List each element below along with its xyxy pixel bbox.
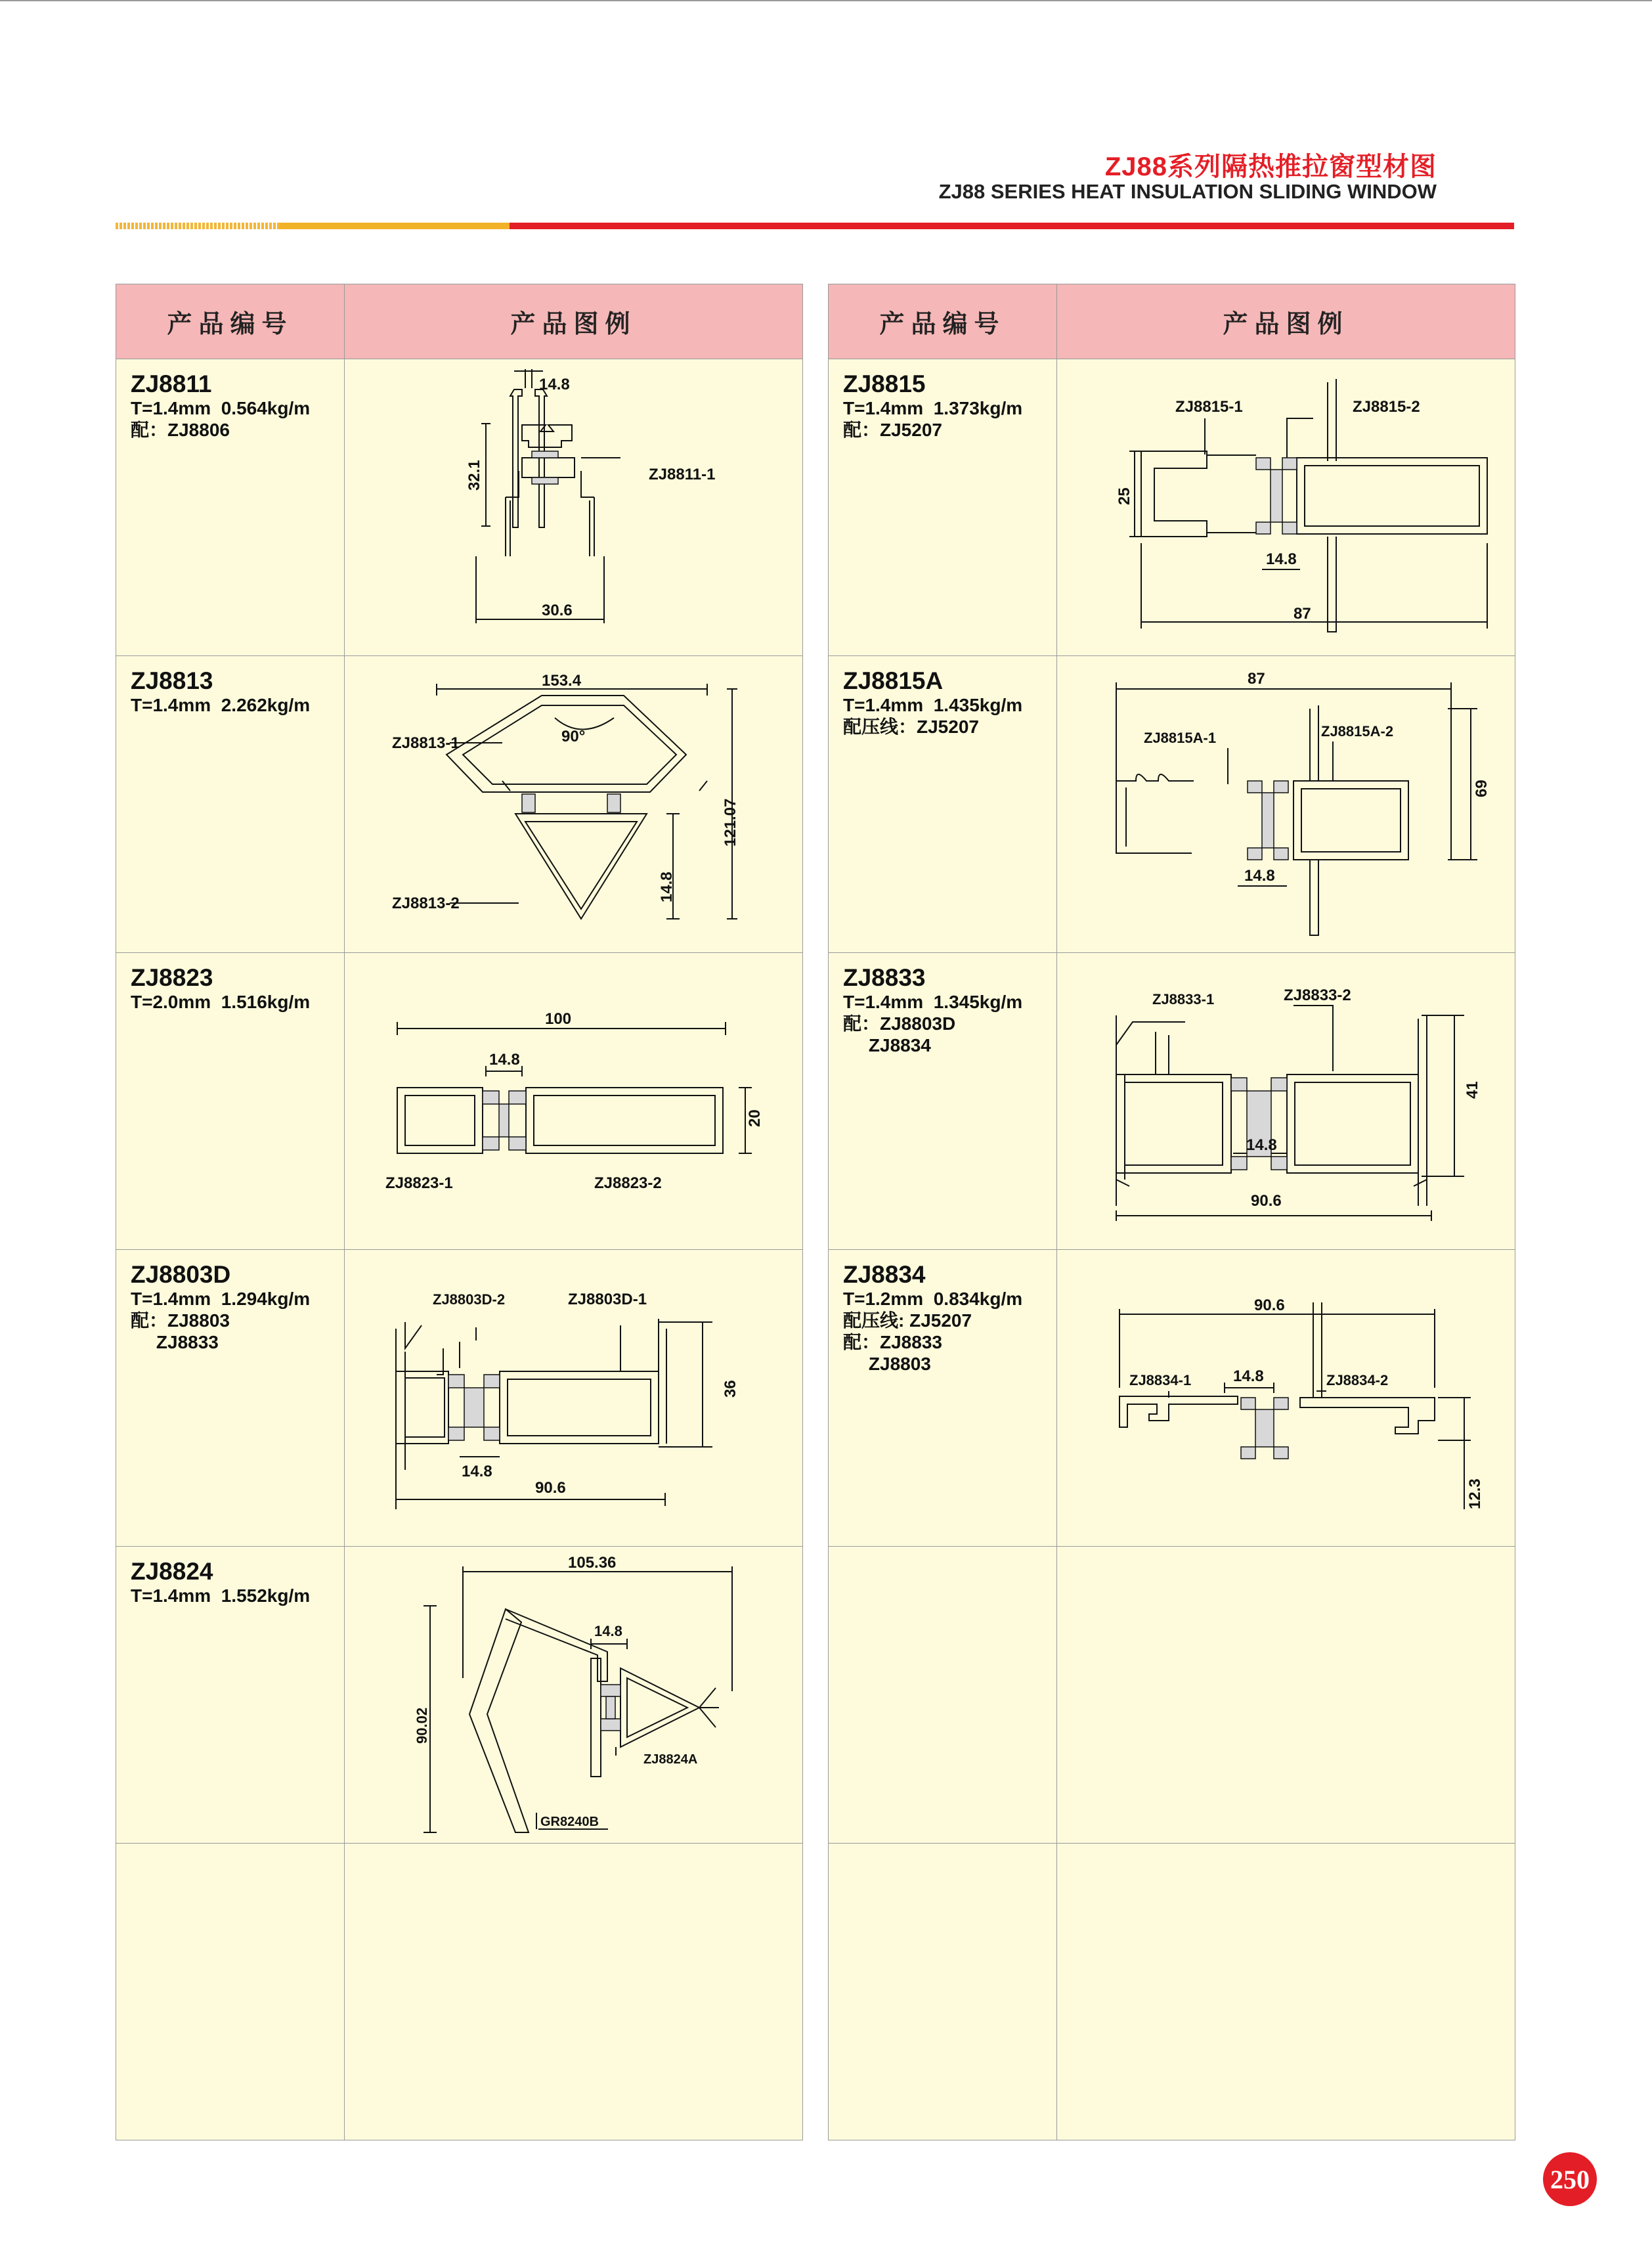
- table-row: [116, 1250, 803, 1547]
- product-note: 配：ZJ8806: [131, 420, 230, 440]
- dim-label: 87: [1248, 670, 1265, 688]
- dim-label: 90.6: [535, 1479, 566, 1497]
- product-note: 配压线：ZJ5207: [843, 717, 979, 737]
- part-label: ZJ8833-2: [1284, 986, 1351, 1004]
- part-label: ZJ8815A-2: [1321, 723, 1394, 740]
- part-label: ZJ8815-1: [1175, 398, 1243, 416]
- dim-label: 41: [1464, 1081, 1481, 1099]
- dim-label: 12.3: [1466, 1478, 1484, 1509]
- dim-label: 20: [746, 1109, 764, 1127]
- product-code: ZJ8813: [131, 667, 213, 694]
- dim-label: 14.8: [462, 1463, 492, 1480]
- product-spec: T=1.4mm 1.345kg/m: [843, 992, 1023, 1012]
- right-product-table: [828, 284, 1515, 2140]
- dim-label: 25: [1116, 487, 1133, 505]
- dim-label: 14.8: [1233, 1367, 1264, 1385]
- profile-drawing-zj8834: [1057, 1250, 1515, 1546]
- dim-label: 14.8: [658, 872, 676, 902]
- part-label: ZJ8834-1: [1129, 1372, 1192, 1388]
- part-label: ZJ8815A-1: [1144, 730, 1217, 746]
- part-label: ZJ8813-1: [392, 734, 460, 752]
- product-spec: T=1.4mm 1.435kg/m: [843, 695, 1023, 715]
- table-row: [116, 1547, 803, 1844]
- product-spec: T=2.0mm 1.516kg/m: [131, 992, 311, 1012]
- dim-label: 32.1: [466, 460, 483, 491]
- dim-label: 14.8: [1244, 867, 1275, 885]
- dim-label: 14.8: [489, 1051, 520, 1069]
- table-row: [829, 1844, 1515, 2140]
- dim-label: 121.07: [722, 798, 739, 847]
- col-header-code: 产品编号: [116, 284, 345, 359]
- profile-drawing-zj8803d: [345, 1250, 802, 1546]
- profile-drawing-zj8824: [345, 1547, 802, 1843]
- part-label: ZJ8833-1: [1152, 991, 1215, 1007]
- page-title-en: ZJ88 SERIES HEAT INSULATION SLIDING WINDOW: [938, 180, 1437, 203]
- profile-drawing-zj8815: [1057, 359, 1515, 655]
- table-row: [829, 359, 1515, 656]
- product-spec: T=1.4mm 1.294kg/m: [131, 1289, 311, 1309]
- col-header-code: 产品编号: [829, 284, 1057, 359]
- page-title-cn: ZJ88系列隔热推拉窗型材图: [1104, 152, 1437, 181]
- product-code: ZJ8811: [131, 370, 212, 397]
- left-product-table: [116, 284, 803, 2140]
- dim-label: 69: [1473, 780, 1490, 797]
- product-note: 配：ZJ5207: [843, 420, 942, 440]
- page-number: 250: [1543, 2152, 1597, 2206]
- product-spec: T=1.2mm 0.834kg/m: [843, 1289, 1023, 1309]
- product-spec: T=1.4mm 0.564kg/m: [131, 398, 311, 418]
- table-row: [829, 1250, 1515, 1547]
- product-note: 配：ZJ8803D ZJ8834: [843, 1013, 956, 1055]
- profile-drawing-zj8813: [345, 656, 802, 952]
- product-note: 配压线: ZJ5207 配：ZJ8833 ZJ8803: [843, 1310, 972, 1374]
- dim-label: 36: [722, 1380, 739, 1398]
- header-divider: [116, 223, 1514, 229]
- part-label: ZJ8824A: [643, 1752, 698, 1767]
- profile-drawing-zj8811: [345, 359, 802, 655]
- part-label: ZJ8803D-1: [568, 1291, 647, 1308]
- profile-drawing-zj8823: [345, 953, 802, 1249]
- part-label: ZJ8823-1: [385, 1174, 453, 1192]
- profile-drawing-zj8833: [1057, 953, 1515, 1249]
- dim-label: 153.4: [542, 672, 582, 690]
- product-note: 配：ZJ8803 ZJ8833: [131, 1310, 230, 1352]
- product-code: ZJ8815A: [843, 667, 944, 694]
- profile-drawing-zj8815a: [1057, 656, 1515, 952]
- product-spec: T=1.4mm 1.373kg/m: [843, 398, 1023, 418]
- table-row: [829, 953, 1515, 1250]
- dim-label: 14.8: [1246, 1136, 1277, 1154]
- dim-label: 105.36: [568, 1554, 617, 1572]
- table-row: [116, 656, 803, 953]
- table-row: [116, 359, 803, 656]
- product-spec: T=1.4mm 1.552kg/m: [131, 1585, 311, 1606]
- dim-label: 90.6: [1254, 1296, 1285, 1314]
- col-header-drawing: 产品图例: [345, 284, 803, 359]
- dim-label: 87: [1293, 605, 1311, 623]
- product-spec: T=1.4mm 2.262kg/m: [131, 695, 311, 715]
- dim-label: 90.02: [414, 1707, 430, 1744]
- part-label: ZJ8815-2: [1353, 398, 1420, 416]
- top-border-line: [0, 0, 1652, 1]
- part-label: ZJ8803D-2: [433, 1291, 506, 1308]
- dim-label: 30.6: [542, 602, 573, 619]
- product-code: ZJ8834: [843, 1261, 926, 1288]
- product-code: ZJ8803D: [131, 1261, 231, 1288]
- dim-label: 100: [545, 1010, 572, 1028]
- part-label: ZJ8813-2: [392, 895, 460, 912]
- part-label: GR8240B: [540, 1815, 599, 1829]
- product-code: ZJ8815: [843, 370, 926, 397]
- product-code: ZJ8824: [131, 1558, 213, 1585]
- product-code: ZJ8823: [131, 964, 213, 991]
- product-code: ZJ8833: [843, 964, 926, 991]
- part-label: ZJ8811-1: [649, 466, 716, 483]
- table-row: [116, 1844, 803, 2140]
- table-row: [829, 1547, 1515, 1844]
- col-header-drawing: 产品图例: [1057, 284, 1515, 359]
- dim-label: 14.8: [1266, 550, 1297, 568]
- part-label: ZJ8834-2: [1326, 1372, 1389, 1388]
- table-row: [829, 656, 1515, 953]
- dim-label: 14.8: [539, 376, 570, 393]
- dim-label: 90°: [561, 728, 586, 745]
- dim-label: 90.6: [1251, 1192, 1282, 1210]
- table-row: [116, 953, 803, 1250]
- part-label: ZJ8823-2: [594, 1174, 662, 1192]
- dim-label: 14.8: [594, 1623, 622, 1639]
